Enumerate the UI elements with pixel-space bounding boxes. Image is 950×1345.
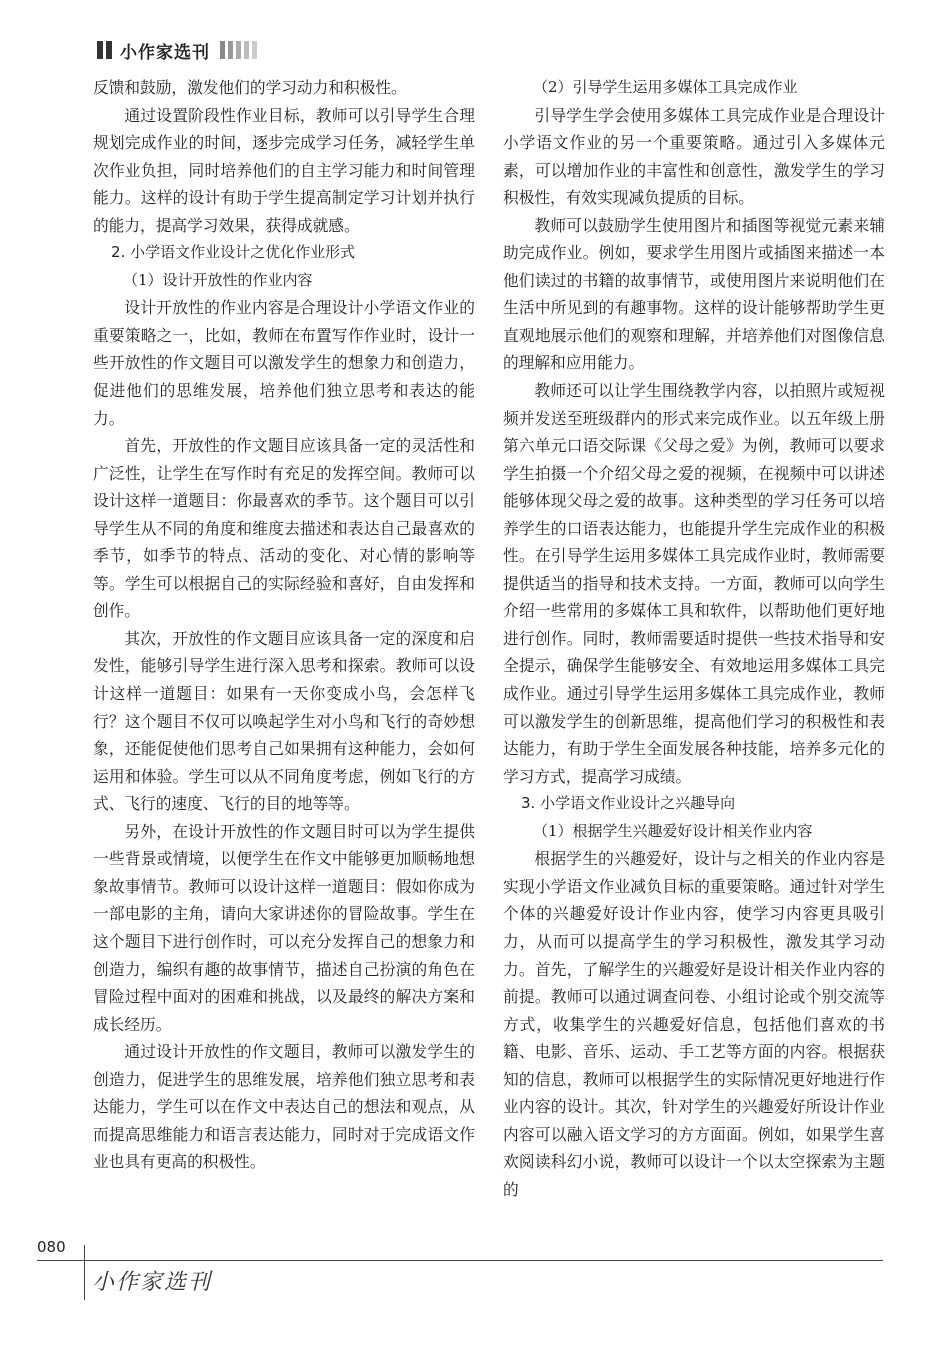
paragraph: 通过设计开放性的作文题目，教师可以激发学生的创造力，促进学生的思维发展，培养他们独立思考和表达能力，学生可以在作文中表达自己的想法和观点，从而提高思维能力和语言表达能力，同时对于完成语文作业也具有更高的积极性。: [93, 1042, 475, 1172]
paragraph: 教师可以鼓励学生使用图片和插图等视觉元素来辅助完成作业。例如，要求学生用图片或插图来描述一本他们读过的书籍的故事情节，或使用图片来说明他们在生活中所见到的有趣事物。这样的设计能够帮助学生更直观地展示他们的观察和理解，并培养他们对图像信息的理解和应用能力。: [503, 215, 885, 373]
subsection-heading: （1）设计开放性的作业内容: [123, 270, 313, 289]
paragraph: 其次，开放性的作文题目应该具备一定的深度和启发性，能够引导学生进行深入思考和探索。教师可以设计这样一道题目：如果有一天你变成小鸟，会怎样飞行？这个题目不仅可以唤起学生对小鸟和飞行的奇妙想象，还能促使他们思考自己如果拥有这种能力，会如何运用和体验。学生可以从不同角度考虑，例如飞行的方式、飞行的速度、飞行的目的地等等。: [93, 628, 475, 814]
paragraph: 通过设置阶段性作业目标，教师可以引导学生合理规划完成作业的时间，逐步完成学习任务，减轻学生单次作业负担，同时培养他们的自主学习能力和时间管理能力。这样的设计有助于学生提高制定学习计划并执行的能力，提高学习效果，获得成就感。: [93, 105, 475, 235]
paragraph: 引导学生学会使用多媒体工具完成作业是合理设计小学语文作业的另一个重要策略。通过引入多媒体元素，可以增加作业的丰富性和创意性，激发学生的学习积极性，有效实现减负提质的目标。: [503, 105, 885, 208]
page-number: 080: [37, 1238, 66, 1256]
footer-vertical-rule: [84, 1245, 85, 1300]
right-column: [503, 74, 885, 1203]
paragraph: 教师还可以让学生围绕教学内容，以拍照片或短视频并发送至班级群内的形式来完成作业。以五年级上册第六单元口语交际课《父母之爱》为例，教师可以要求学生拍摄一个介绍父母之爱的视频，在视频中可以讲述能够体现父母之爱的故事。这种类型的学习任务可以培养学生的口语表达能力，也能提升学生完成作业的积极性。在引导学生运用多媒体工具完成作业时，教师需要提供适当的指导和技术支持。一方面，教师可以向学生介绍一些常用的多媒体工具和软件，以帮助他们更好地进行创作。同时，教师需要适时提供一些技术指导和安全提示，确保学生能够安全、有效地运用多媒体工具完成作业。通过引导学生运用多媒体工具完成作业，教师可以激发学生的创新思维，提高他们学习的积极性和表达能力，有助于学生全面发展各种技能，培养多元化的学习方式，提高学习成绩。: [503, 381, 885, 786]
section-heading: 3. 小学语文作业设计之兴趣导向: [521, 794, 736, 813]
paragraph: 根据学生的兴趣爱好，设计与之相关的作业内容是实现小学语文作业减负目标的重要策略。通过针对学生个体的兴趣爱好设计作业内容，使学习内容更具吸引力，从而可以提高学生的学习积极性，激发其学习动力。首先，了解学生的兴趣爱好是设计相关作业内容的前提。教师可以通过调查问卷、小组讨论或个别交流等方式，收集学生的兴趣爱好信息，包括他们喜欢的书籍、电影、音乐、运动、手工艺等方面的内容。根据获知的信息，教师可以根据学生的实际情况更好地进行作业内容的设计。其次，针对学生的兴趣爱好所设计作业内容可以融入语文学习的方方面面。例如，如果学生喜欢阅读科幻小说，教师可以设计一个以太空探索为主题的: [503, 849, 885, 1199]
footer-rule: [37, 1260, 883, 1261]
section-heading: 2. 小学语文作业设计之优化作业形式: [111, 243, 356, 262]
journal-title: 小作家选刊: [120, 42, 210, 63]
paragraph: 另外，在设计开放性的作文题目时可以为学生提供一些背景或情境，以便学生在作文中能够更加顺畅地想象故事情节。教师可以设计这样一道题目：假如你成为一部电影的主角，请向大家讲述你的冒险故事。学生在这个题目下进行创作时，可以充分发挥自己的想象力和创造力，编织有趣的故事情节，描述自己扮演的角色在冒险过程中面对的困难和挑战，以及最终的解决方案和成长经历。: [93, 821, 475, 1034]
paragraph: 反馈和鼓励，激发他们的学习动力和积极性。: [93, 78, 407, 97]
header-left-bars-decoration: [97, 41, 112, 59]
header-right-bars-decoration: [220, 41, 257, 59]
running-header: [97, 38, 257, 62]
subsection-heading: （1）根据学生兴趣爱好设计相关作业内容: [533, 821, 813, 840]
footer-logo: 小作家选刊: [92, 1270, 213, 1295]
paragraph: 首先，开放性的作文题目应该具备一定的灵活性和广泛性，让学生在写作时有充足的发挥空间。教师可以设计这样一道题目：你最喜欢的季节。这个题目可以引导学生从不同的角度和维度去描述和表达自己最喜欢的季节，如季节的特点、活动的变化、对心情的影响等等。学生可以根据自己的实际经验和喜好，自由发挥和创作。: [93, 436, 475, 621]
left-column: [93, 74, 475, 1176]
subsection-heading: （2）引导学生运用多媒体工具完成作业: [533, 78, 798, 96]
paragraph: 设计开放性的作业内容是合理设计小学语文作业的重要策略之一，比如，教师在布置写作作业时，设计一些开放性的作文题目可以激发学生的想象力和创造力，促进他们的思维发展，培养他们独立思考和表达的能力。: [93, 298, 475, 428]
